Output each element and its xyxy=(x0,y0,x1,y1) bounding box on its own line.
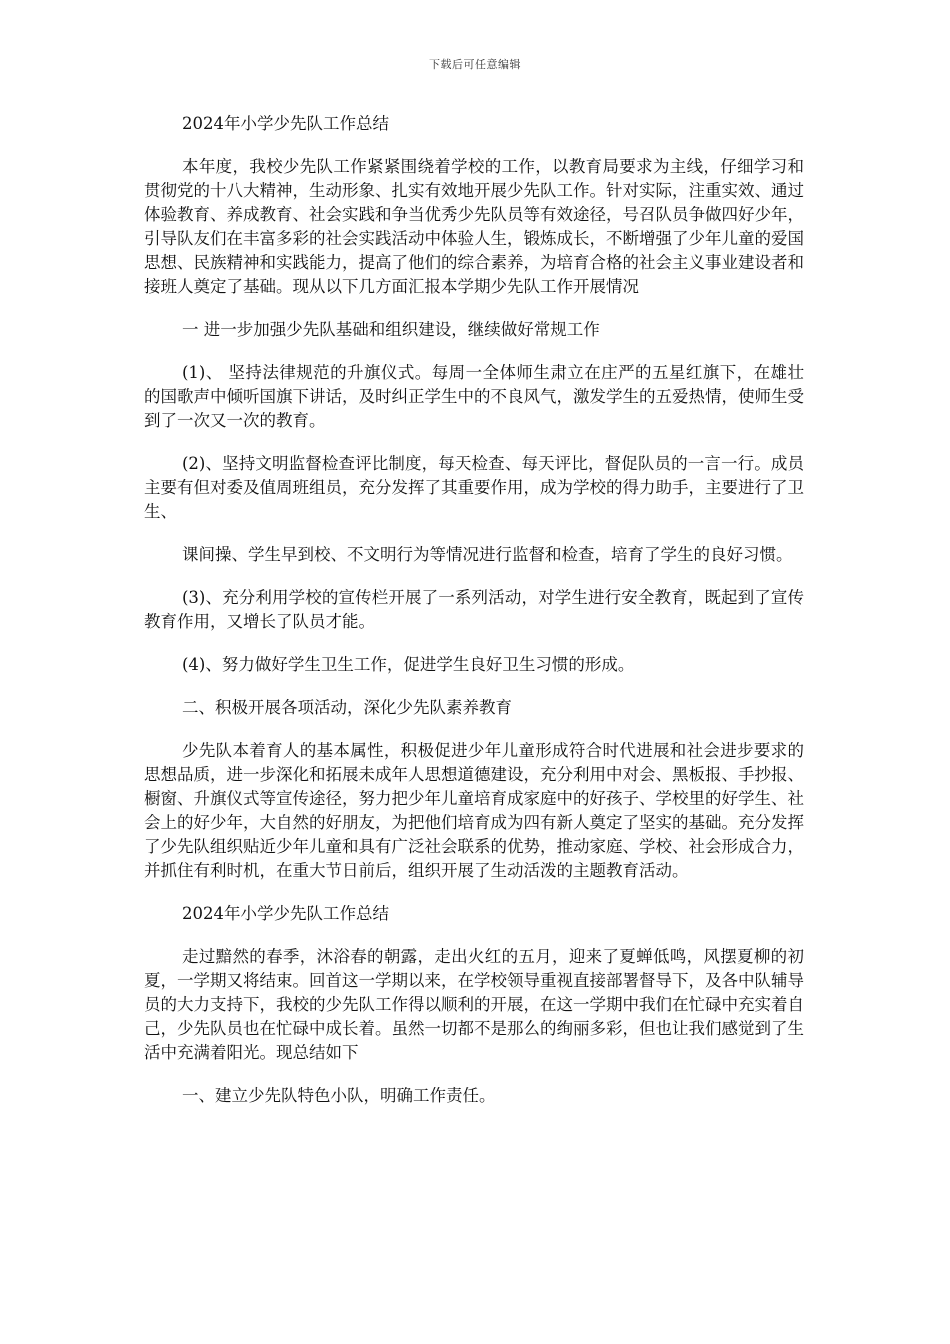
section-title: 2024年小学少先队工作总结 xyxy=(182,904,389,923)
paragraph: (4)、努力做好学生卫生工作，促进学生良好卫生习惯的形成。 xyxy=(182,655,635,674)
section-heading: 一 进一步加强少先队基础和组织建设，继续做好常规工作 xyxy=(182,320,600,339)
document-body xyxy=(144,112,804,1127)
paragraph: (2)、坚持文明监督检查评比制度，每天检查、每天评比，督促队员的一言一行。成员主要有但对委及值周班组员，充分发挥了其重要作用，成为学校的得力助手，主要进行了卫生、 xyxy=(144,454,804,521)
section-heading: 二、积极开展各项活动，深化少先队素养教育 xyxy=(182,698,512,717)
page-header: 下载后可任意编辑 xyxy=(429,58,521,71)
section-title: 2024年小学少先队工作总结 xyxy=(182,114,389,133)
paragraph: 本年度，我校少先队工作紧紧围绕着学校的工作，以教育局要求为主线，仔细学习和贯彻党的十八大精神，生动形象、扎实有效地开展少先队工作。针对实际，注重实效、通过体验教育、养成教育、社会实践和争当优秀少先队员等有效途径，号召队员争做四好少年，引导队友们在丰富多彩的社会实践活动中体验人生，锻炼成长，不断增强了少年儿童的爱国思想、民族精神和实践能力，提高了他们的综合素养，为培育合格的社会主义事业建设者和接班人奠定了基础。现从以下几方面汇报本学期少先队工作开展情况 xyxy=(144,157,804,296)
paragraph: (3)、充分利用学校的宣传栏开展了一系列活动，对学生进行安全教育，既起到了宣传教育作用，又增长了队员才能。 xyxy=(144,588,804,631)
paragraph: 课间操、学生早到校、不文明行为等情况进行监督和检查，培育了学生的良好习惯。 xyxy=(182,545,793,564)
paragraph: (1)、 坚持法律规范的升旗仪式。每周一全体师生肃立在庄严的五星红旗下，在雄壮的国歌声中倾听国旗下讲话，及时纠正学生中的不良风气，激发学生的五爱热情，使师生受到了一次又一次的教育。 xyxy=(144,363,804,430)
section-heading: 一、建立少先队特色小队，明确工作责任。 xyxy=(182,1086,496,1105)
paragraph: 少先队本着育人的基本属性，积极促进少年儿童形成符合时代进展和社会进步要求的思想品质，进一步深化和拓展未成年人思想道德建设，充分利用中对会、黑板报、手抄报、橱窗、升旗仪式等宣传途径，努力把少年儿童培育成家庭中的好孩子、学校里的好学生、社会上的好少年，大自然的好朋友，为把他们培育成为四有新人奠定了坚实的基础。充分发挥了少先队组织贴近少年儿童和具有广泛社会联系的优势，推动家庭、学校、社会形成合力，并抓住有利时机，在重大节日前后，组织开展了生动活泼的主题教育活动。 xyxy=(144,741,804,880)
paragraph: 走过黯然的春季，沐浴春的朝露，走出火红的五月，迎来了夏蝉低鸣，风摆夏柳的初夏，一学期又将结束。回首这一学期以来，在学校领导重视直接部署督导下，及各中队辅导员的大力支持下，我校的少先队工作得以顺利的开展，在这一学期中我们在忙碌中充实着自己，少先队员也在忙碌中成长着。虽然一切都不是那么的绚丽多彩，但也让我们感觉到了生活中充满着阳光。现总结如下 xyxy=(144,947,804,1062)
